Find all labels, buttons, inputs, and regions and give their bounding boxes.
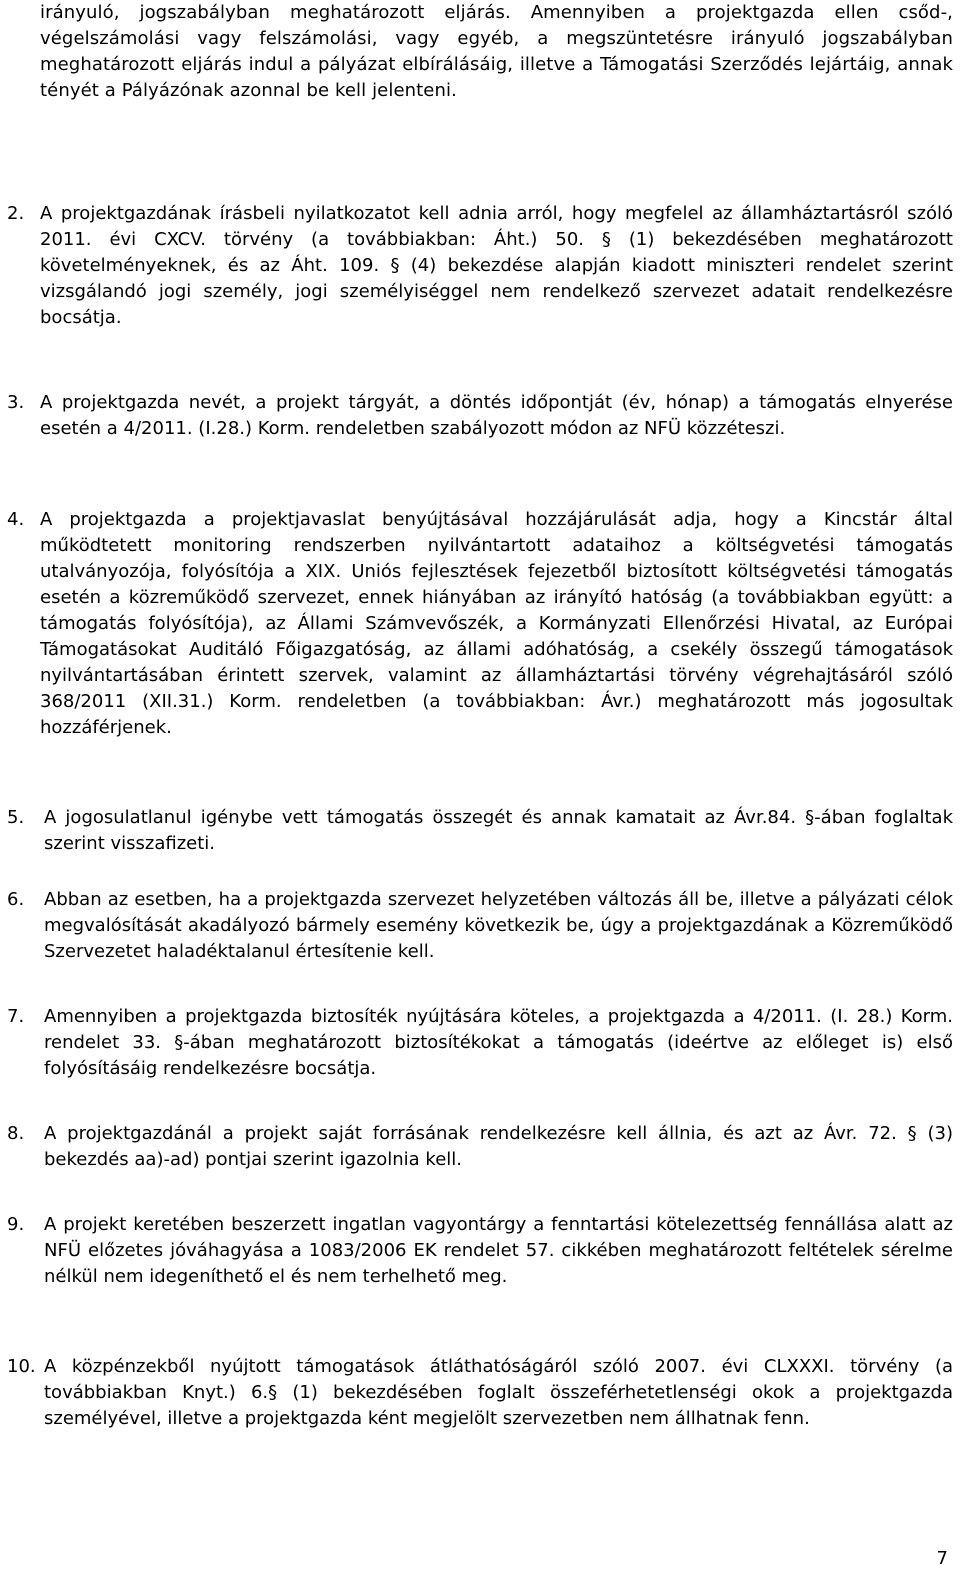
item-text: A projektgazda nevét, a projekt tárgyát, a döntés időpontját (év, hónap) a támogatás elnyerése esetén a 4/2011. (I.28.) Korm. rendeletben szabályozott módon az NFÜ közzéteszi. [40,392,953,439]
item-text: A projektgazdánál a projekt saját forrásának rendelkezésre kell állnia, és azt az Ávr. 72. § (3) bekezdés aa)-ad) pontjai szerint igazolnia kell. [44,1123,953,1170]
item-text: A projekt keretében beszerzett ingatlan vagyontárgy a fenntartási kötelezettség fennállása alatt az NFÜ előzetes jóváhagyása a 1083/2006 EK rendelet 57. cikkében meghatározott feltételek sérelme nélkül nem idegeníthető el és nem terhelhető meg. [44,1214,953,1287]
item-text: A projektgazda a projektjavaslat benyújtásával hozzájárulását adja, hogy a Kincstár által működtetett monitoring rendszerben nyilvántartott adataihoz a költségvetési támogatás utalványozója, folyósítója a XIX. Uniós fejlesztések fejezetből biztosított költségvetési támogatás esetén a közreműködő szervezet, ennek hiányában az irányító hatóság (a továbbiakban együtt: a támogatás folyósítója), az Állami Számvevőszék, a Kormányzati Ellenőrzési Hivatal, az Európai Támogatásokat Auditáló Főigazgatóság, az állami adóhatóság, a csekély összegű támogatások nyilvántartásában érintett szervek, valamint az államháztartási törvény végrehajtásáról szóló 368/2011 (XII.31.) Korm. rendeletben (a továbbiakban: Ávr.) meghatározott más jogosultak hozzáférjenek. [40,509,953,738]
item-text: Abban az esetben, ha a projektgazda szervezet helyzetében változás áll be, illetve a pályázati célok megvalósítását akadályozó bármely esemény következik be, úgy a projektgazdának a Közreműködő Szervezetet haladéktalanul értesítenie kell. [44,889,953,962]
item-number: 4. [7,509,25,530]
page-number: 7 [936,1548,948,1569]
item-number: 7. [7,1006,25,1027]
item-text: Amennyiben a projektgazda biztosíték nyújtására köteles, a projektgazda a 4/2011. (I. 28.) Korm. rendelet 33. §-ában meghatározott biztosítékokat a támogatás (ideértve az előleget is) első folyósításáig rendelkezésre bocsátja. [44,1006,953,1079]
item-number: 6. [7,889,25,910]
item-number: 3. [7,392,25,413]
intro-paragraph: irányuló, jogszabályban meghatározott eljárás. Amennyiben a projektgazda ellen csőd-, végelszámolási vagy felszámolási, vagy egyéb, a megszüntetésre irányuló jogszabályban meghatározott eljárás indul a pályázat elbírálásáig, illetve a Támogatási Szerződés lejártáig, annak tényét a Pályázónak azonnal be kell jelenteni. [40,2,953,101]
item-text: A projektgazdának írásbeli nyilatkozatot kell adnia arról, hogy megfelel az államháztartásról szóló 2011. évi CXCV. törvény (a továbbiakban: Áht.) 50. § (1) bekezdésében meghatározott követelményeknek, és az Áht. 109. § (4) bekezdése alapján kiadott miniszteri rendelet szerint vizsgálandó jogi személy, jogi személyiséggel nem rendelkező szervezet adatait rendelkezésre bocsátja. [40,203,953,328]
item-number: 8. [7,1123,25,1144]
item-number: 9. [7,1214,25,1235]
item-number: 10. [7,1356,36,1377]
item-number: 2. [7,203,25,224]
item-number: 5. [7,807,25,828]
item-text: A közpénzekből nyújtott támogatások átláthatóságáról szóló 2007. évi CLXXXI. törvény (a továbbiakban Knyt.) 6.§ (1) bekezdésében foglalt összeférhetetlenségi okok a projektgazda személyével, illetve a projektgazda ként megjelölt szervezetben nem állhatnak fenn. [44,1356,953,1429]
item-text: A jogosulatlanul igénybe vett támogatás összegét és annak kamatait az Ávr.84. §-ában foglaltak szerint visszafizeti. [44,807,953,854]
